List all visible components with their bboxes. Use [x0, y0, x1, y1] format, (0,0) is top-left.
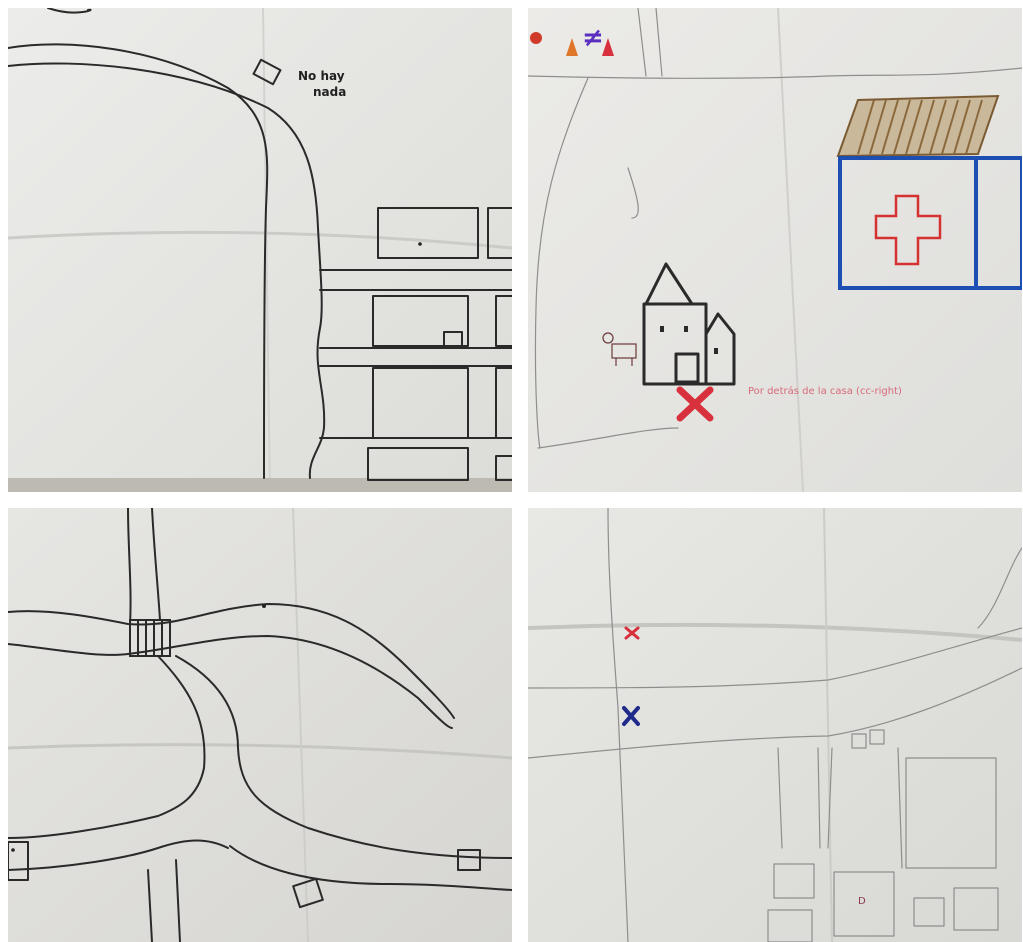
box-label: D: [858, 896, 866, 907]
hand-drawn-map-top-left: [8, 8, 512, 492]
annotation-text: Por detrás de la casa (cc-right): [748, 386, 902, 397]
paper-background: [528, 508, 1022, 942]
dot-marker: [262, 604, 266, 608]
hand-drawn-map-bottom-left: [8, 508, 512, 942]
photo-top-left: [8, 8, 512, 492]
photo-top-right: [528, 8, 1022, 492]
annotation-line2: nada: [313, 85, 347, 99]
house-window: [714, 348, 718, 354]
annotation-line1: No hay: [298, 69, 345, 83]
paper-background: [8, 508, 512, 942]
paper-background: [8, 8, 512, 492]
hand-drawn-map-bottom-right: [528, 508, 1022, 942]
red-tree-icon: [530, 32, 542, 44]
paper-background: [528, 8, 1022, 492]
dot-marker: [418, 242, 422, 246]
photo-bottom-right: [528, 508, 1022, 942]
house-window: [684, 326, 688, 332]
dot-marker: [11, 848, 15, 852]
hand-drawn-map-top-right: [528, 8, 1022, 492]
house-window: [660, 326, 664, 332]
purple-symbol: ≠: [582, 23, 604, 53]
photo-bottom-left: [8, 508, 512, 942]
